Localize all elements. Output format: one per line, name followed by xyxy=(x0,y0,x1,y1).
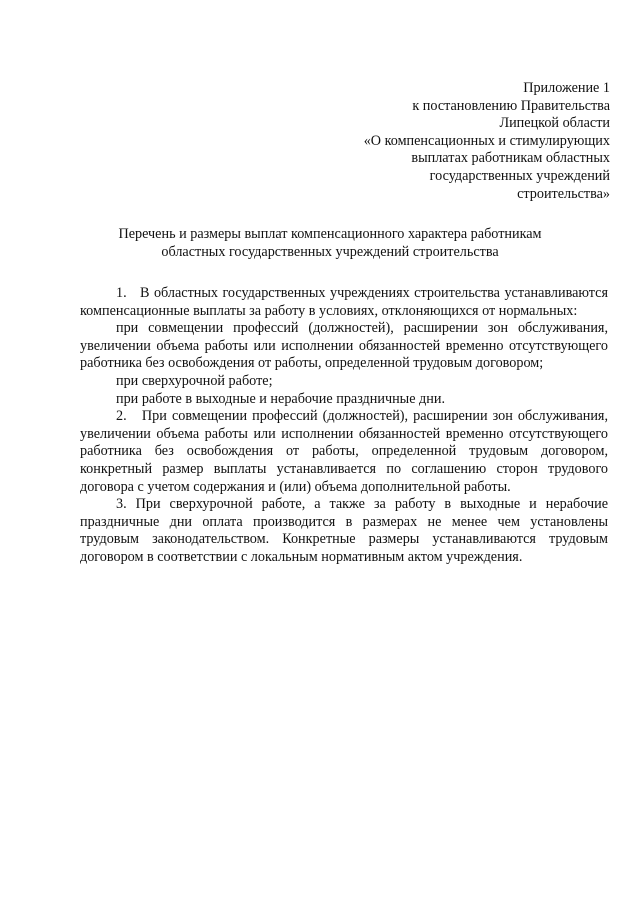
appendix-line: к постановлению Правительства xyxy=(412,97,610,114)
appendix-header xyxy=(250,80,610,203)
paragraph-sub-combining: при совмещении профессий (должностей), расширении зон обслуживания, увеличении объема работы или исполнении обязанностей временно отсутствующего работника без освобождения от работы, определенной трудовым договором; xyxy=(80,320,608,372)
title-line: Перечень и размеры выплат компенсационного характера работникам xyxy=(118,226,542,242)
paragraph-item-1: 1. В областных государственных учреждениях строительства устанавливаются компенсационные выплаты за работу в условиях, отклоняющихся от нормальных: xyxy=(80,285,608,319)
title-line: областных государственных учреждений строительства xyxy=(161,244,499,260)
appendix-line: государственных учреждений xyxy=(429,167,610,184)
appendix-line: выплатах работникам областных xyxy=(411,150,610,167)
paragraph-item-3: 3. При сверхурочной работе, а также за работу в выходные и нерабочие праздничные дни оплата производится в размерах не менее чем установлены трудовым законодательством. Конкретные размеры устанавливаются трудовым договором в соответствии с локальным нормативным актом учреждения. xyxy=(80,496,608,565)
paragraph-sub-holidays: при работе в выходные и нерабочие праздничные дни. xyxy=(116,390,446,407)
appendix-line: строительства» xyxy=(517,185,610,202)
appendix-line: «О компенсационных и стимулирующих xyxy=(363,132,610,149)
document-title xyxy=(80,225,580,261)
paragraph-sub-overtime: при сверхурочной работе; xyxy=(116,372,273,389)
appendix-line: Липецкой области xyxy=(499,115,610,132)
document-body xyxy=(80,285,608,567)
paragraph-item-2: 2. При совмещении профессий (должностей), расширении зон обслуживания, увеличении объема работы или исполнении обязанностей временно отсутствующего работника без освобождения от работы, определенной трудовым договором, конкретный размер выплаты устанавливается по соглашению сторон трудового договора с учетом содержания и (или) объема дополнительной работы. xyxy=(80,408,608,495)
appendix-line: Приложение 1 xyxy=(523,80,610,96)
